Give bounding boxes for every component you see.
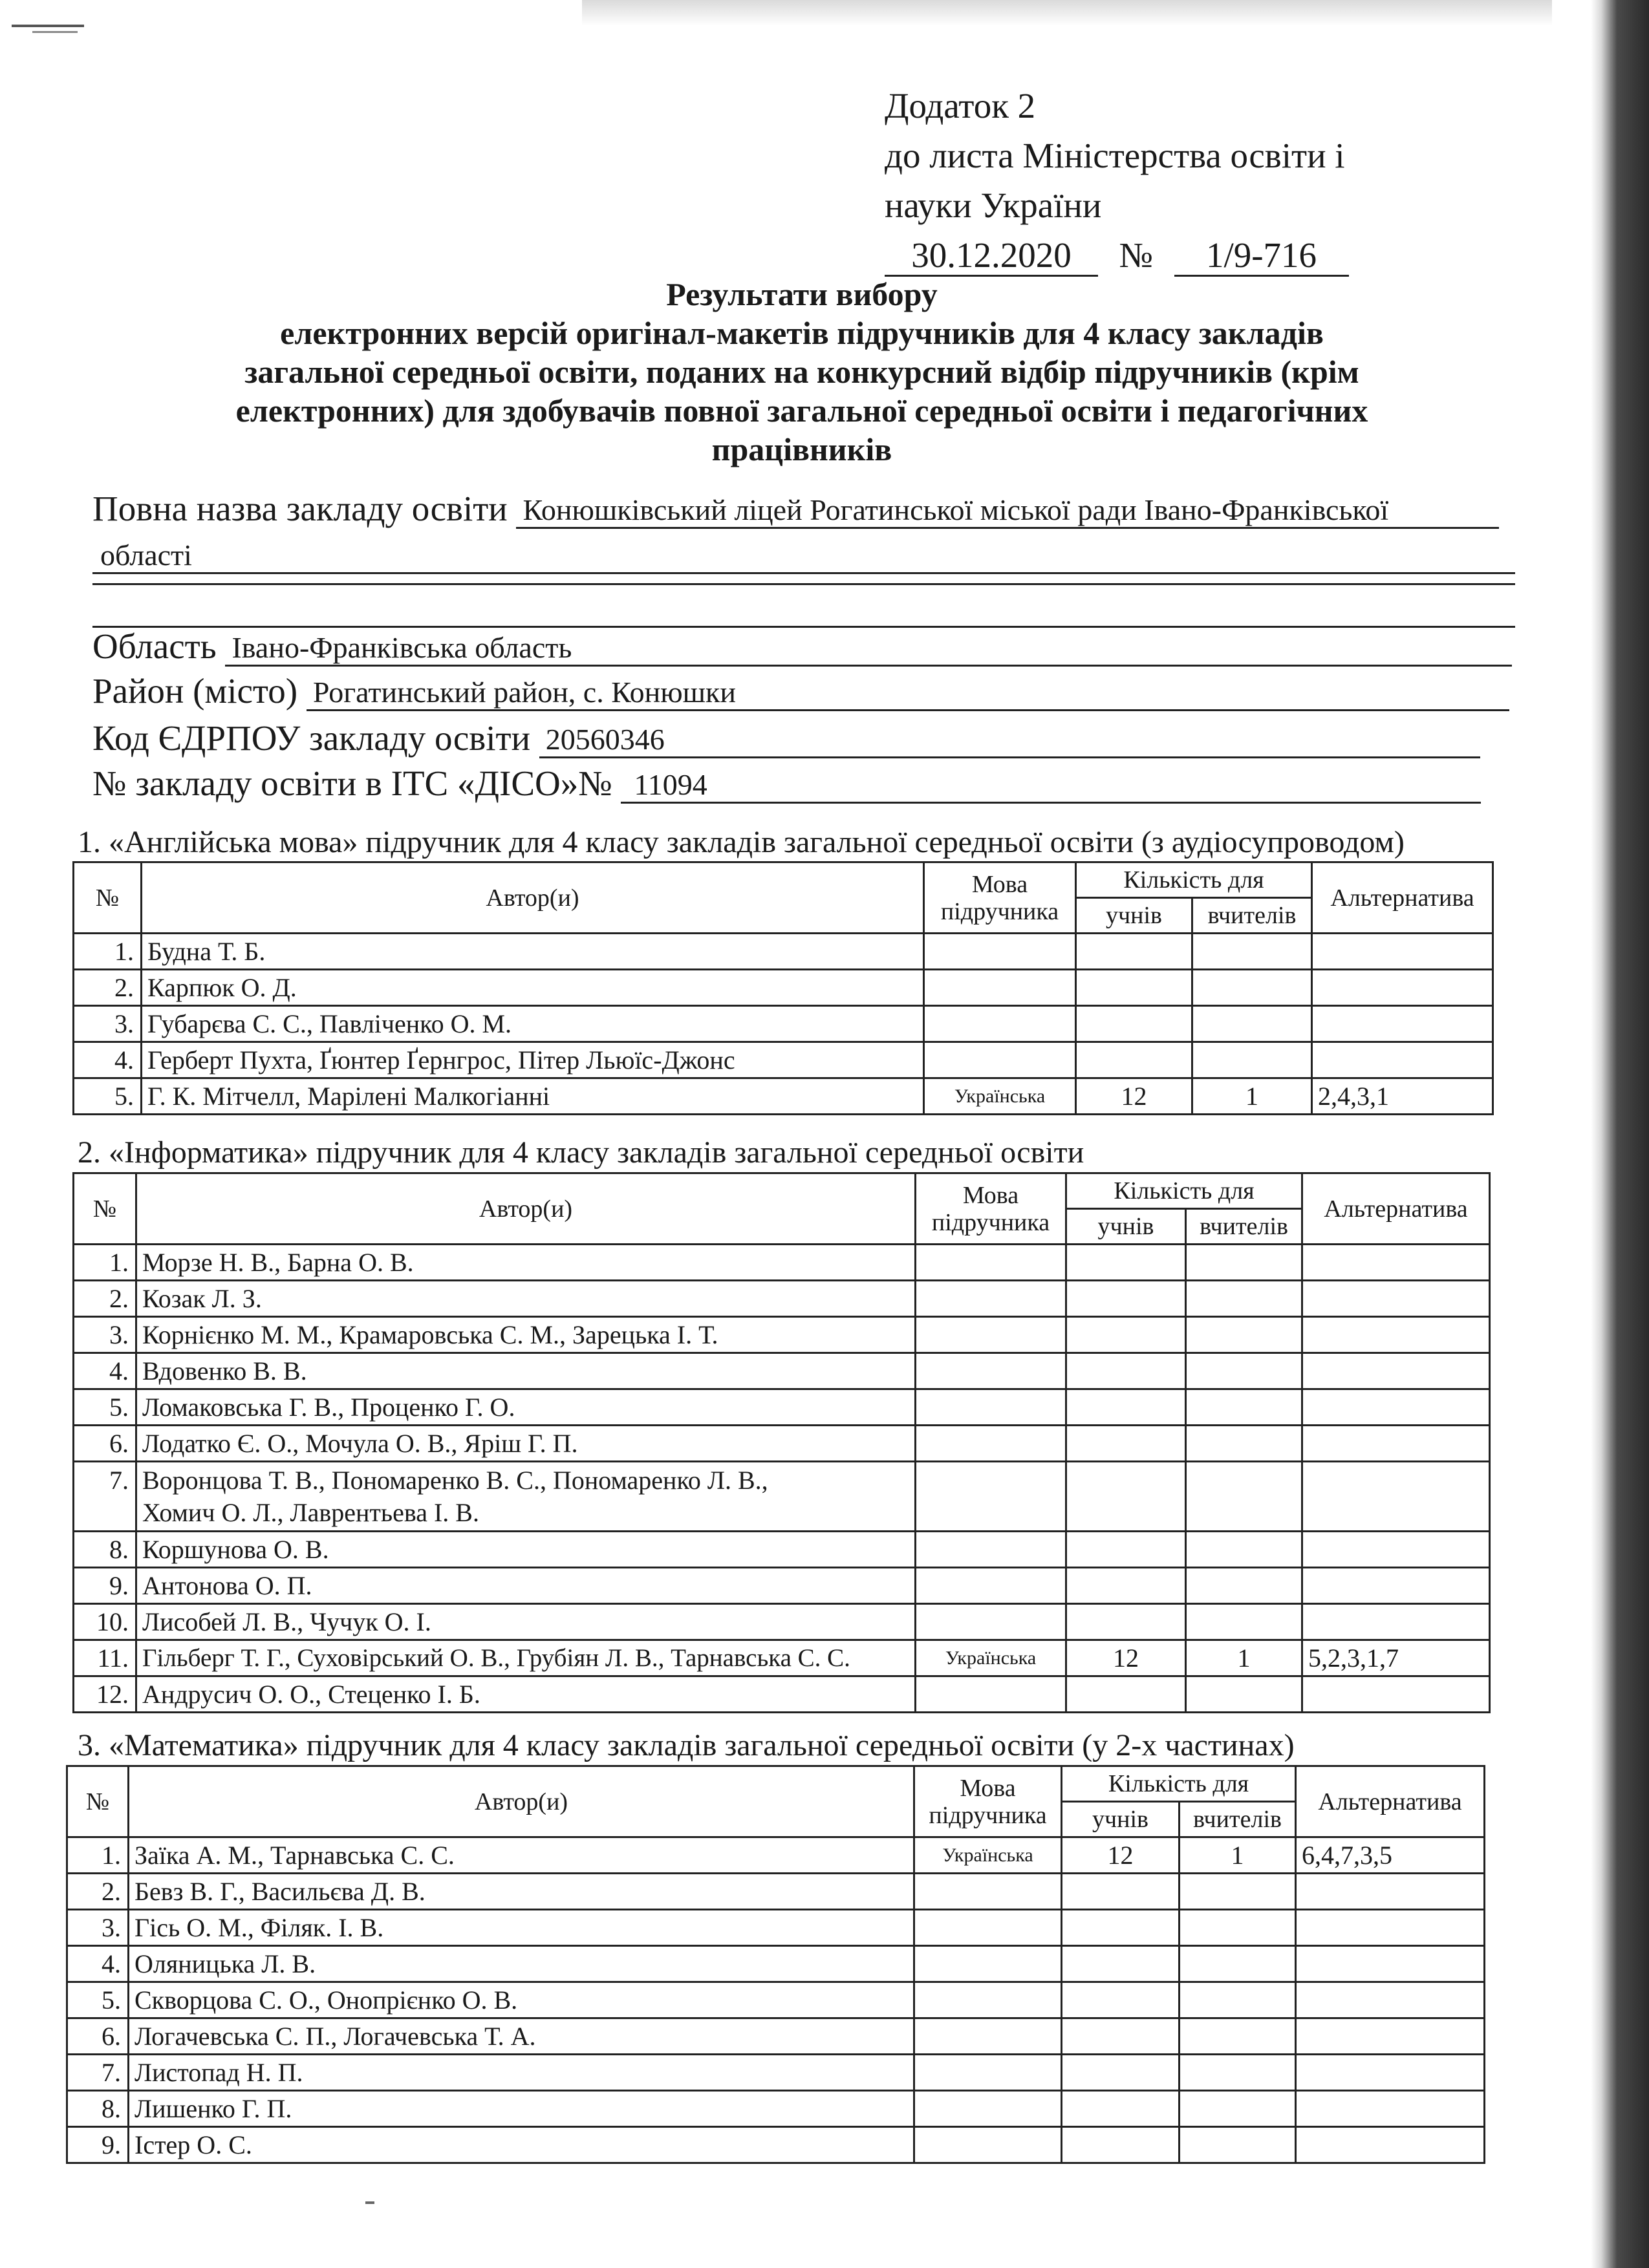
- document-title: [78, 275, 1526, 469]
- district-label: Район (місто): [92, 671, 298, 711]
- table-row: [74, 1353, 1490, 1389]
- school-name-value: Конюшківський ліцей Рогатинської міської ради Івано-Франківської: [516, 493, 1499, 529]
- row-num: 11.: [74, 1640, 136, 1676]
- row-students: [1062, 1874, 1180, 1910]
- table-row: [67, 2055, 1485, 2091]
- annex-line: до листа Міністерства освіти і: [885, 136, 1345, 175]
- row-alternative: [1296, 1874, 1485, 1910]
- annex-block: [885, 81, 1349, 280]
- row-teachers: [1186, 1245, 1302, 1281]
- row-authors: Заїка А. М., Тарнавська С. С.: [129, 1837, 914, 1874]
- row-teachers: [1180, 1910, 1296, 1946]
- table-row: [74, 1042, 1493, 1078]
- title-line: Результати вибору: [666, 276, 938, 312]
- row-num: 9.: [74, 1568, 136, 1604]
- annex-line: науки України: [885, 186, 1102, 225]
- row-alternative: [1302, 1317, 1490, 1353]
- row-teachers: [1180, 2055, 1296, 2091]
- row-alternative: [1302, 1462, 1490, 1532]
- section-heading: 1. «Англійська мова» підручник для 4 класу закладів загальної середньої освіти (з аудіосупроводом): [78, 825, 1405, 859]
- row-students: [1066, 1245, 1186, 1281]
- row-num: 12.: [74, 1676, 136, 1713]
- row-students: [1066, 1317, 1186, 1353]
- row-authors: Воронцова Т. В., Пономаренко В. С., Пономаренко Л. В., Хомич О. Л., Лаврентьева І. В.: [136, 1462, 916, 1532]
- scan-mark: [12, 25, 84, 27]
- row-language: [924, 970, 1076, 1006]
- scan-mark: [365, 2201, 374, 2204]
- table-row: [74, 1462, 1490, 1532]
- row-authors: Корнієнко М. М., Крамаровська С. М., Зарецька І. Т.: [136, 1317, 916, 1353]
- row-language: [914, 1874, 1062, 1910]
- row-language: Українська: [914, 1837, 1062, 1874]
- row-authors: Лишенко Г. П.: [129, 2091, 914, 2127]
- row-students: [1066, 1426, 1186, 1462]
- row-authors: Коршунова О. В.: [136, 1532, 916, 1568]
- annex-date: 30.12.2020: [885, 236, 1098, 277]
- row-num: 4.: [74, 1353, 136, 1389]
- col-header-alternative: Альтернатива: [1302, 1173, 1490, 1245]
- row-language: [916, 1389, 1066, 1426]
- row-teachers: [1186, 1568, 1302, 1604]
- row-students: [1062, 2127, 1180, 2163]
- row-language: Українська: [916, 1640, 1066, 1676]
- row-alternative: 6,4,7,3,5: [1296, 1837, 1485, 1874]
- col-header-quantity: Кількість для: [1066, 1173, 1302, 1209]
- row-alternative: [1312, 934, 1493, 970]
- scan-edge: [1591, 0, 1649, 2268]
- row-num: 7.: [67, 2055, 129, 2091]
- row-authors: Андрусич О. О., Стеценко І. Б.: [136, 1676, 916, 1713]
- region-label: Область: [92, 626, 217, 666]
- row-alternative: [1312, 1042, 1493, 1078]
- row-alternative: [1296, 1982, 1485, 2018]
- school-name-label: Повна назва закладу освіти: [92, 489, 508, 528]
- row-num: 2.: [74, 970, 142, 1006]
- table-row: [74, 1245, 1490, 1281]
- section-heading: 2. «Інформатика» підручник для 4 класу закладів загальної середньої освіти: [78, 1135, 1084, 1170]
- row-language: [914, 1910, 1062, 1946]
- edrpou-value: 20560346: [539, 722, 1480, 758]
- row-authors: Будна Т. Б.: [142, 934, 924, 970]
- row-authors: Губарєва С. С., Павліченко О. М.: [142, 1006, 924, 1042]
- col-header-teachers: вчителів: [1192, 898, 1312, 934]
- row-teachers: 1: [1192, 1078, 1312, 1115]
- row-teachers: [1180, 2127, 1296, 2163]
- table-row: [74, 1281, 1490, 1317]
- row-teachers: [1180, 1946, 1296, 1982]
- col-header-language: Мова підручника: [916, 1173, 1066, 1245]
- table-row: [74, 1568, 1490, 1604]
- row-authors: Істер О. С.: [129, 2127, 914, 2163]
- row-language: [916, 1245, 1066, 1281]
- annex-line: Додаток 2: [885, 86, 1036, 125]
- row-teachers: [1180, 1874, 1296, 1910]
- row-num: 3.: [67, 1910, 129, 1946]
- school-name-value-2: області: [92, 538, 1515, 574]
- row-teachers: 1: [1180, 1837, 1296, 1874]
- col-header-alternative: Альтернатива: [1296, 1766, 1485, 1837]
- row-authors: Листопад Н. П.: [129, 2055, 914, 2091]
- row-teachers: [1180, 2091, 1296, 2127]
- row-language: [914, 1982, 1062, 2018]
- row-teachers: [1186, 1353, 1302, 1389]
- row-language: [914, 2055, 1062, 2091]
- row-language: [924, 1006, 1076, 1042]
- row-students: [1066, 1462, 1186, 1532]
- col-header-num: №: [67, 1766, 129, 1837]
- row-language: [916, 1568, 1066, 1604]
- school-name-field-2: [92, 533, 1515, 574]
- row-authors: Козак Л. З.: [136, 1281, 916, 1317]
- row-students: [1062, 2055, 1180, 2091]
- row-students: 12: [1076, 1078, 1192, 1115]
- title-line: електронних версій оригінал-макетів підручників для 4 класу закладів: [280, 315, 1324, 351]
- table-row: [67, 2127, 1485, 2163]
- row-teachers: [1180, 2018, 1296, 2055]
- row-teachers: [1192, 934, 1312, 970]
- textbook-table-informatics: [72, 1172, 1491, 1713]
- row-language: [916, 1532, 1066, 1568]
- row-students: [1066, 1676, 1186, 1713]
- row-students: [1066, 1568, 1186, 1604]
- row-authors: Герберт Пухта, Ґюнтер Ґернгрос, Пітер Льюїс-Джонс: [142, 1042, 924, 1078]
- row-authors: Морзе Н. В., Барна О. В.: [136, 1245, 916, 1281]
- row-num: 1.: [67, 1837, 129, 1874]
- row-students: [1066, 1281, 1186, 1317]
- row-alternative: [1302, 1568, 1490, 1604]
- row-language: [924, 1042, 1076, 1078]
- district-value: Рогатинський район, с. Конюшки: [307, 675, 1509, 711]
- row-alternative: [1296, 1946, 1485, 1982]
- row-language: [916, 1676, 1066, 1713]
- row-num: 4.: [67, 1946, 129, 1982]
- title-line: загальної середньої освіти, поданих на конкурсний відбір підручників (крім: [244, 354, 1359, 390]
- row-teachers: [1186, 1281, 1302, 1317]
- col-header-alternative: Альтернатива: [1312, 862, 1493, 934]
- blank-line: [92, 583, 1515, 585]
- row-alternative: [1302, 1389, 1490, 1426]
- row-num: 10.: [74, 1604, 136, 1640]
- col-header-students: учнів: [1066, 1209, 1186, 1245]
- its-label: № закладу освіти в ІТС «ДІСО»№: [92, 764, 612, 803]
- row-students: [1062, 2091, 1180, 2127]
- table-row: [74, 1426, 1490, 1462]
- col-header-teachers: вчителів: [1180, 1802, 1296, 1837]
- row-language: [924, 934, 1076, 970]
- scan-shadow: [582, 0, 1552, 26]
- col-header-authors: Автор(и): [129, 1766, 914, 1837]
- table-row: [67, 1910, 1485, 1946]
- row-students: [1066, 1353, 1186, 1389]
- row-num: 3.: [74, 1317, 136, 1353]
- col-header-teachers: вчителів: [1186, 1209, 1302, 1245]
- table-row: [74, 1532, 1490, 1568]
- row-language: [916, 1462, 1066, 1532]
- row-alternative: [1302, 1245, 1490, 1281]
- col-header-students: учнів: [1076, 898, 1192, 934]
- row-num: 1.: [74, 1245, 136, 1281]
- row-language: [916, 1426, 1066, 1462]
- table-row: [74, 1604, 1490, 1640]
- table-row: [67, 1946, 1485, 1982]
- table-row: [67, 1837, 1485, 1874]
- annex-date-number: [885, 230, 1349, 280]
- table-row: [67, 1982, 1485, 2018]
- row-alternative: [1312, 1006, 1493, 1042]
- row-teachers: [1192, 1042, 1312, 1078]
- row-num: 5.: [74, 1389, 136, 1426]
- row-alternative: [1302, 1281, 1490, 1317]
- its-value: 11094: [621, 767, 1481, 804]
- col-header-students: учнів: [1062, 1802, 1180, 1837]
- col-header-num: №: [74, 1173, 136, 1245]
- row-num: 5.: [67, 1982, 129, 2018]
- table-row: [74, 970, 1493, 1006]
- table-row: [74, 934, 1493, 970]
- row-teachers: [1180, 1982, 1296, 2018]
- row-students: [1066, 1604, 1186, 1640]
- row-alternative: 2,4,3,1: [1312, 1078, 1493, 1115]
- row-alternative: [1302, 1532, 1490, 1568]
- table-row: [74, 1640, 1490, 1676]
- section-heading: 3. «Математика» підручник для 4 класу закладів загальної середньої освіти (у 2-х частинах): [78, 1728, 1295, 1762]
- row-alternative: [1302, 1676, 1490, 1713]
- row-alternative: [1302, 1426, 1490, 1462]
- row-language: [914, 1946, 1062, 1982]
- row-students: [1076, 934, 1192, 970]
- table-row: [74, 1676, 1490, 1713]
- row-num: 8.: [74, 1532, 136, 1568]
- col-header-authors: Автор(и): [136, 1173, 916, 1245]
- row-students: [1066, 1389, 1186, 1426]
- col-header-quantity: Кількість для: [1076, 862, 1312, 898]
- row-authors: Гісь О. М., Філяк. І. В.: [129, 1910, 914, 1946]
- row-students: [1076, 1042, 1192, 1078]
- title-line: працівників: [711, 431, 892, 467]
- table-row: [74, 1389, 1490, 1426]
- row-alternative: [1296, 2091, 1485, 2127]
- row-num: 2.: [74, 1281, 136, 1317]
- row-num: 6.: [74, 1426, 136, 1462]
- row-language: [916, 1353, 1066, 1389]
- row-num: 4.: [74, 1042, 142, 1078]
- row-language: [914, 2127, 1062, 2163]
- row-language: [914, 2018, 1062, 2055]
- row-teachers: [1186, 1426, 1302, 1462]
- row-alternative: [1302, 1353, 1490, 1389]
- row-authors: Логачевська С. П., Логачевська Т. А.: [129, 2018, 914, 2055]
- region-field: [92, 626, 1515, 667]
- table-row: [67, 2018, 1485, 2055]
- row-authors: Гільберг Т. Г., Суховірський О. В., Грубіян Л. В., Тарнавська С. С.: [136, 1640, 916, 1676]
- row-language: [914, 2091, 1062, 2127]
- row-alternative: [1302, 1604, 1490, 1640]
- row-language: [916, 1604, 1066, 1640]
- row-num: 7.: [74, 1462, 136, 1532]
- table-row: [74, 1078, 1493, 1115]
- row-num: 2.: [67, 1874, 129, 1910]
- row-authors: Вдовенко В. В.: [136, 1353, 916, 1389]
- row-teachers: 1: [1186, 1640, 1302, 1676]
- scan-mark: [32, 31, 78, 33]
- row-language: [916, 1281, 1066, 1317]
- row-students: [1076, 970, 1192, 1006]
- row-alternative: [1312, 970, 1493, 1006]
- col-header-language: Мова підручника: [924, 862, 1076, 934]
- col-header-quantity: Кількість для: [1062, 1766, 1296, 1802]
- row-authors: Лисобей Л. В., Чучук О. І.: [136, 1604, 916, 1640]
- row-alternative: [1296, 2127, 1485, 2163]
- row-language: [916, 1317, 1066, 1353]
- district-field: [92, 670, 1515, 711]
- row-students: [1062, 1982, 1180, 2018]
- row-teachers: [1186, 1317, 1302, 1353]
- row-language: Українська: [924, 1078, 1076, 1115]
- row-num: 6.: [67, 2018, 129, 2055]
- title-line: електронних) для здобувачів повної загальної середньої освіти і педагогічних: [235, 392, 1368, 429]
- row-authors: Г. К. Мітчелл, Марілені Малкогіанні: [142, 1078, 924, 1115]
- row-students: [1062, 2018, 1180, 2055]
- row-alternative: 5,2,3,1,7: [1302, 1640, 1490, 1676]
- table-row: [74, 1317, 1490, 1353]
- row-num: 9.: [67, 2127, 129, 2163]
- table-header-row: [67, 1766, 1485, 1802]
- table-row: [67, 2091, 1485, 2127]
- row-students: [1066, 1532, 1186, 1568]
- row-alternative: [1296, 2055, 1485, 2091]
- row-authors: Бевз В. Г., Васильєва Д. В.: [129, 1874, 914, 1910]
- row-num: 3.: [74, 1006, 142, 1042]
- row-students: 12: [1062, 1837, 1180, 1874]
- row-num: 5.: [74, 1078, 142, 1115]
- edrpou-label: Код ЄДРПОУ закладу освіти: [92, 718, 530, 758]
- textbook-table-english: [72, 861, 1494, 1115]
- row-teachers: [1186, 1604, 1302, 1640]
- row-authors: Антонова О. П.: [136, 1568, 916, 1604]
- table-row: [74, 1006, 1493, 1042]
- row-teachers: [1186, 1389, 1302, 1426]
- col-header-authors: Автор(и): [142, 862, 924, 934]
- row-students: [1062, 1910, 1180, 1946]
- textbook-table-math: [66, 1765, 1485, 2164]
- its-field: [92, 763, 1515, 804]
- row-teachers: [1186, 1676, 1302, 1713]
- table-header-row: [74, 862, 1493, 898]
- table-header-row: [74, 1173, 1490, 1209]
- row-teachers: [1192, 970, 1312, 1006]
- row-authors: Оляницька Л. В.: [129, 1946, 914, 1982]
- row-authors: Карпюк О. Д.: [142, 970, 924, 1006]
- row-students: [1076, 1006, 1192, 1042]
- row-alternative: [1296, 2018, 1485, 2055]
- row-authors: Ломаковська Г. В., Проценко Г. О.: [136, 1389, 916, 1426]
- row-num: 1.: [74, 934, 142, 970]
- row-teachers: [1192, 1006, 1312, 1042]
- col-header-language: Мова підручника: [914, 1766, 1062, 1837]
- row-authors: Скворцова С. О., Онопрієнко О. В.: [129, 1982, 914, 2018]
- region-value: Івано-Франківська область: [225, 630, 1512, 667]
- school-name-field: [92, 488, 1515, 529]
- table-row: [67, 1874, 1485, 1910]
- edrpou-field: [92, 718, 1515, 758]
- row-num: 8.: [67, 2091, 129, 2127]
- row-teachers: [1186, 1532, 1302, 1568]
- annex-no-sign: №: [1119, 235, 1153, 275]
- row-authors: Лодатко Є. О., Мочула О. В., Яріш Г. П.: [136, 1426, 916, 1462]
- row-students: 12: [1066, 1640, 1186, 1676]
- row-teachers: [1186, 1462, 1302, 1532]
- row-students: [1062, 1946, 1180, 1982]
- col-header-num: №: [74, 862, 142, 934]
- row-alternative: [1296, 1910, 1485, 1946]
- annex-number: 1/9-716: [1174, 236, 1349, 277]
